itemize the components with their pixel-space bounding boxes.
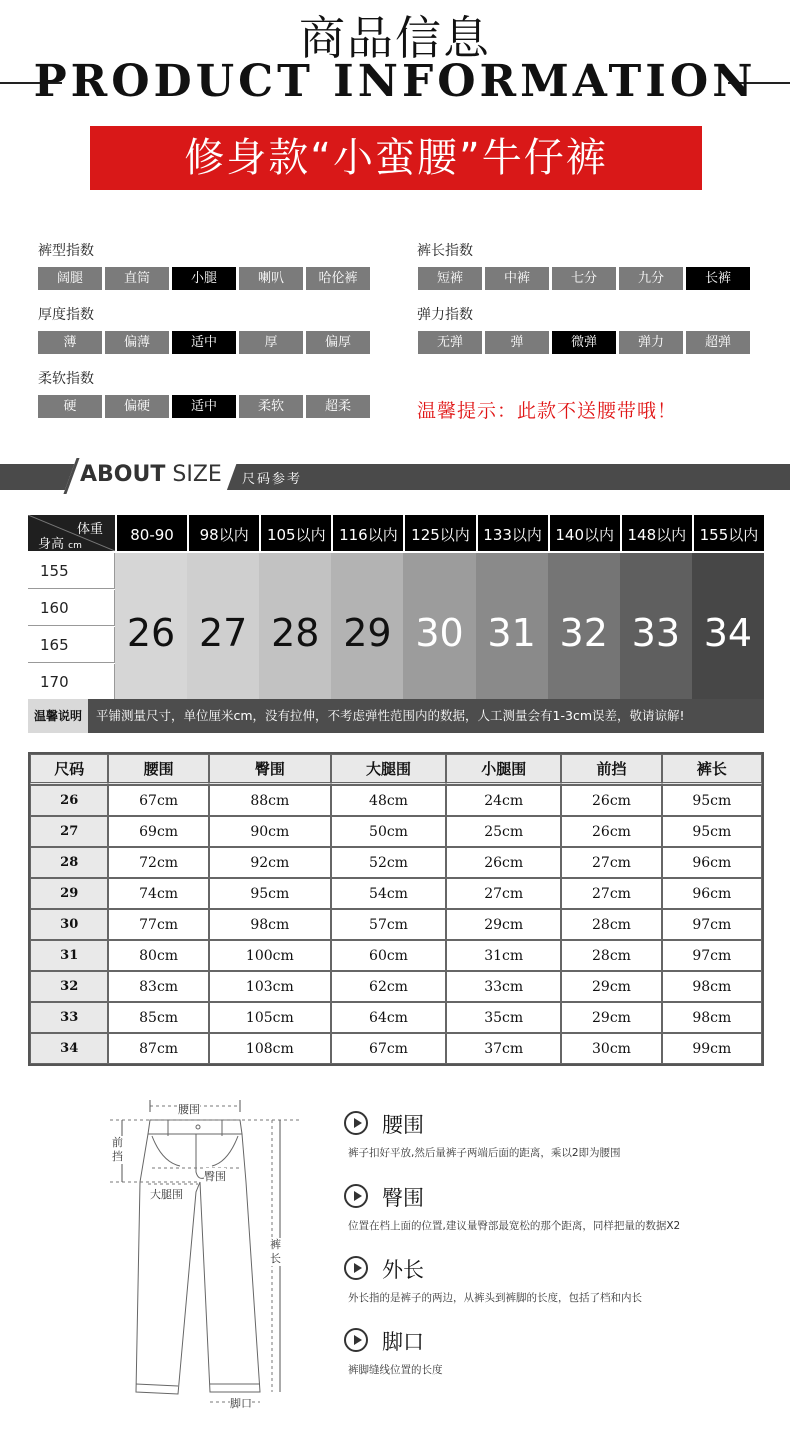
measurement-cell: 92cm: [209, 847, 331, 878]
size-cell: 30: [403, 553, 475, 701]
measurement-cell: 29cm: [446, 909, 561, 940]
elasticity-index-label: 弹力指数: [417, 307, 473, 323]
measurement-cell: 100cm: [209, 940, 331, 971]
table-row: [30, 1002, 762, 1033]
softness-index-label: 柔软指数: [38, 371, 94, 387]
diagram-thigh-label: 大腿围: [150, 1188, 183, 1201]
explanation-desc: 外长指的是裤子的两边，从裤头到裤脚的长度，包括了档和内长: [348, 1292, 642, 1304]
play-icon: [344, 1184, 368, 1208]
measurement-cell: 60cm: [331, 940, 446, 971]
size-cell: 27: [187, 553, 259, 701]
index-option-chip: 柔软: [239, 395, 303, 418]
table-row: [30, 816, 762, 847]
index-option-chip: 硬: [38, 395, 102, 418]
measurement-cell: 77cm: [108, 909, 208, 940]
index-option-chip: 偏薄: [105, 331, 169, 354]
thickness-index-label: 厚度指数: [38, 307, 94, 323]
measurement-cell: 83cm: [108, 971, 208, 1002]
diagram-rise-label: 前挡: [112, 1136, 128, 1164]
measurement-cell: 30cm: [561, 1033, 661, 1064]
size-label-cell: 34: [30, 1033, 108, 1064]
measurement-cell: 27cm: [561, 878, 661, 909]
diagram-waist-label: 腰围: [178, 1103, 200, 1116]
index-option-chip: 七分: [552, 267, 616, 290]
size-cell: 26: [115, 553, 187, 701]
size-label-cell: 31: [30, 940, 108, 971]
measurement-cell: 33cm: [446, 971, 561, 1002]
index-option-chip: 薄: [38, 331, 102, 354]
pants-diagram: [100, 1092, 310, 1416]
index-option-chip: 直筒: [105, 267, 169, 290]
diagram-length-label: 裤长: [270, 1238, 284, 1266]
measurement-cell: 27cm: [446, 878, 561, 909]
table-row: [30, 878, 762, 909]
measurement-cell: 85cm: [108, 1002, 208, 1033]
corner-unit: cm: [68, 541, 82, 551]
weight-header-cell: 155以内: [692, 515, 764, 551]
about-bold: ABOUT: [80, 462, 166, 487]
fit-index-options: [38, 267, 370, 290]
size-note-text: 平铺测量尺寸，单位厘米cm，没有拉伸，不考虑弹性范围内的数据，人工测量会有1-3cm误差，敬请谅解!: [96, 708, 685, 723]
measurement-cell: 27cm: [561, 847, 661, 878]
index-option-chip: 偏厚: [306, 331, 370, 354]
index-option-chip: 哈伦裤: [306, 267, 370, 290]
measurement-cell: 25cm: [446, 816, 561, 847]
weight-header-cell: 133以内: [476, 515, 548, 551]
explanation-desc: 裤脚缝线位置的长度: [348, 1364, 443, 1376]
measurement-cell: 26cm: [561, 785, 661, 816]
fit-index-label: 裤型指数: [38, 243, 94, 259]
about-size-title: [80, 462, 222, 487]
product-banner: 修身款“小蛮腰”牛仔裤: [90, 126, 702, 190]
table-row: [30, 940, 762, 971]
measurement-cell: 64cm: [331, 1002, 446, 1033]
size-cell: 31: [476, 553, 548, 701]
explanation-title: 腰围: [382, 1113, 424, 1137]
measurement-cell: 26cm: [561, 816, 661, 847]
explanation-title: 臀围: [382, 1186, 424, 1210]
measurement-cell: 80cm: [108, 940, 208, 971]
measurement-table: [28, 752, 764, 1066]
play-icon: [344, 1328, 368, 1352]
index-option-chip: 超柔: [306, 395, 370, 418]
index-option-chip: 短裤: [418, 267, 482, 290]
measurement-body: [30, 785, 762, 1064]
measurement-cell: 74cm: [108, 878, 208, 909]
play-icon: [344, 1256, 368, 1280]
height-cell: 165: [28, 627, 115, 663]
measurement-cell: 95cm: [662, 816, 762, 847]
measurement-cell: 67cm: [331, 1033, 446, 1064]
explanation-desc: 裤子扣好平放,然后量裤子两端后面的距离，乘以2即为腰围: [348, 1147, 621, 1159]
measurement-header-cell: 小腿围: [446, 754, 561, 785]
height-cell: 160: [28, 590, 115, 626]
length-index-label: 裤长指数: [417, 243, 473, 259]
measurement-header-cell: 臀围: [209, 754, 331, 785]
length-index-options: [418, 267, 750, 290]
page-title-cn: 商品信息: [299, 11, 491, 65]
measurement-cell: 87cm: [108, 1033, 208, 1064]
measurement-cell: 103cm: [209, 971, 331, 1002]
about-size-subtitle: 尺码参考: [242, 472, 303, 487]
size-label-cell: 30: [30, 909, 108, 940]
measurement-cell: 31cm: [446, 940, 561, 971]
explanation-title: 脚口: [382, 1330, 424, 1354]
measurement-cell: 50cm: [331, 816, 446, 847]
index-option-chip: 长裤: [686, 267, 750, 290]
belt-tip: 温馨提示：此款不送腰带哦！: [417, 400, 678, 422]
index-option-chip: 弹力: [619, 331, 683, 354]
index-option-chip: 微弹: [552, 331, 616, 354]
corner-height: [38, 533, 82, 551]
index-option-chip: 适中: [172, 331, 236, 354]
table-row: [30, 909, 762, 940]
size-note-label: 温馨说明: [28, 699, 88, 733]
index-option-chip: 弹: [485, 331, 549, 354]
measurement-header-cell: 腰围: [108, 754, 208, 785]
size-label-cell: 28: [30, 847, 108, 878]
measurement-cell: 90cm: [209, 816, 331, 847]
table-row: [30, 971, 762, 1002]
height-cell: 170: [28, 664, 115, 700]
measurement-cell: 28cm: [561, 940, 661, 971]
index-option-chip: 九分: [619, 267, 683, 290]
measurement-cell: 24cm: [446, 785, 561, 816]
size-label-cell: 32: [30, 971, 108, 1002]
table-row: [30, 785, 762, 816]
measurement-header-cell: 尺码: [30, 754, 108, 785]
measurement-header-cell: 裤长: [662, 754, 762, 785]
weight-header-cell: 148以内: [620, 515, 692, 551]
measurement-cell: 96cm: [662, 847, 762, 878]
weight-header-cell: 105以内: [259, 515, 331, 551]
index-option-chip: 适中: [172, 395, 236, 418]
explanation-desc: 位置在档上面的位置,建议量臀部最宽松的那个距离，同样把量的数据X2: [348, 1220, 681, 1232]
index-option-chip: 无弹: [418, 331, 482, 354]
measurement-cell: 108cm: [209, 1033, 331, 1064]
measurement-cell: 98cm: [662, 1002, 762, 1033]
measurement-header-cell: 前挡: [561, 754, 661, 785]
measurement-cell: 37cm: [446, 1033, 561, 1064]
measurement-cell: 35cm: [446, 1002, 561, 1033]
measurement-cell: 69cm: [108, 816, 208, 847]
size-note-row: [28, 699, 764, 733]
table-row: [30, 1033, 762, 1064]
measurement-cell: 48cm: [331, 785, 446, 816]
index-option-chip: 厚: [239, 331, 303, 354]
size-cell: 32: [548, 553, 620, 701]
size-label-cell: 26: [30, 785, 108, 816]
size-cell: 33: [620, 553, 692, 701]
measurement-cell: 29cm: [561, 971, 661, 1002]
measurement-cell: 67cm: [108, 785, 208, 816]
measurement-header-row: [30, 754, 762, 785]
measurement-cell: 97cm: [662, 940, 762, 971]
elasticity-index-options: [418, 331, 750, 354]
measurement-cell: 98cm: [662, 971, 762, 1002]
measurement-header-cell: 大腿围: [331, 754, 446, 785]
height-cell: 155: [28, 553, 115, 589]
size-label-cell: 29: [30, 878, 108, 909]
thickness-index-options: [38, 331, 370, 354]
size-label-cell: 27: [30, 816, 108, 847]
measurement-cell: 26cm: [446, 847, 561, 878]
measurement-cell: 28cm: [561, 909, 661, 940]
measurement-cell: 98cm: [209, 909, 331, 940]
weight-header-cell: 80-90: [115, 515, 187, 551]
index-option-chip: 阔腿: [38, 267, 102, 290]
size-cell: 34: [692, 553, 764, 701]
measurement-cell: 57cm: [331, 909, 446, 940]
weight-header-cell: 125以内: [403, 515, 475, 551]
measurement-cell: 29cm: [561, 1002, 661, 1033]
table-row: [30, 847, 762, 878]
index-option-chip: 超弹: [686, 331, 750, 354]
grid-corner: [28, 515, 115, 551]
index-option-chip: 中裤: [485, 267, 549, 290]
measurement-cell: 54cm: [331, 878, 446, 909]
corner-weight-text: 体重: [76, 522, 103, 537]
about-light: SIZE: [172, 462, 222, 487]
measurement-cell: 99cm: [662, 1033, 762, 1064]
size-cell: 28: [259, 553, 331, 701]
size-label-cell: 33: [30, 1002, 108, 1033]
diagram-hip-label: 臀围: [204, 1170, 226, 1183]
measurement-cell: 97cm: [662, 909, 762, 940]
softness-index-options: [38, 395, 370, 418]
index-option-chip: 小腿: [172, 267, 236, 290]
explanation-title: 外长: [382, 1258, 424, 1282]
index-option-chip: 喇叭: [239, 267, 303, 290]
measurement-cell: 95cm: [209, 878, 331, 909]
page-title-en: PRODUCT INFORMATION: [33, 56, 757, 107]
measurement-cell: 88cm: [209, 785, 331, 816]
diagram-hem-label: 脚口: [230, 1397, 252, 1410]
weight-header-cell: 98以内: [187, 515, 259, 551]
measurement-cell: 72cm: [108, 847, 208, 878]
size-cell: 29: [331, 553, 403, 701]
measurement-cell: 62cm: [331, 971, 446, 1002]
measurement-cell: 105cm: [209, 1002, 331, 1033]
index-option-chip: 偏硬: [105, 395, 169, 418]
measurement-cell: 52cm: [331, 847, 446, 878]
measurement-cell: 95cm: [662, 785, 762, 816]
weight-header-cell: 140以内: [548, 515, 620, 551]
measurement-cell: 96cm: [662, 878, 762, 909]
corner-height-text: 身高: [38, 537, 65, 551]
play-icon: [344, 1111, 368, 1135]
weight-header-cell: 116以内: [331, 515, 403, 551]
